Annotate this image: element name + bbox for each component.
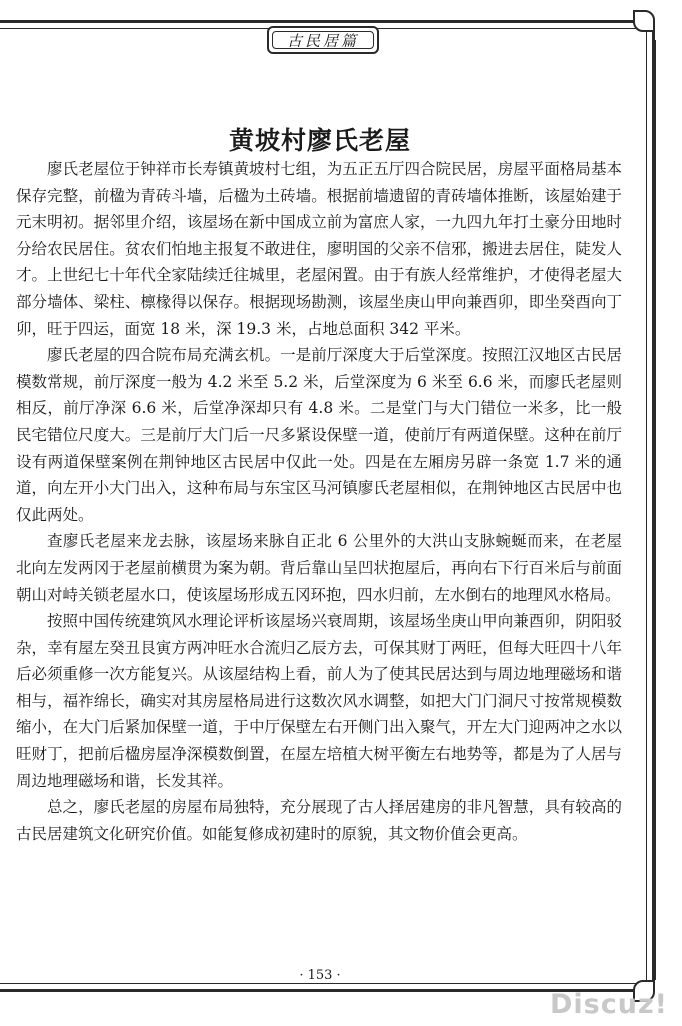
section-header-tag [267,26,379,54]
article-paragraph: 廖氏老屋的四合院布局充满玄机。一是前厅深度大于后堂深度。按照江汉地区古民居模数常规，前厅深度一般为 4.2 米至 5.2 米，后堂深度为 6 米至 6.6 米，而廖氏老屋则相反，前厅净深 6.6 米，后堂净深却只有 4.8 米。二是堂门与大门错位一米多，比一般民宅错位尺度大。三是前厅大门后一尺多紧设保壁一道，使前厅有两道保壁。这种在前厅设有两道保壁案例在荆钟地区古民居中仅此一处。四是在左厢房另辟一条宽 1.7 米的通道，向左开小大门出入，这种布局与东宝区马河镇廖氏老屋相似，在荆钟地区古民居中也仅此两处。 [16,346,622,524]
article-paragraph: 按照中国传统建筑风水理论评析该屋场兴衰周期，该屋场坐庚山甲向兼酉卯，阴阳驳杂，幸有屋左癸丑艮寅方两冲旺水合流归乙辰方去，可保其财丁两旺，但每大旺四十八年后必须重修一次方能复兴。从该屋结构上看，前人为了使其民居达到与周边地理磁场和谐相与，福祚绵长，确实对其房屋格局进行这数次风水调整，如把大门门洞尺寸按常规模数缩小，在大门后紧加保壁一道，于中厅保壁左右开侧门出入聚气，开左大门迎两冲之水以旺财丁，把前后楹房屋净深模数倒置，在屋左培植大树平衡左右地势等，都是为了人居与周边地理磁场和谐，长发其祥。 [16,612,622,790]
article-title: 黄坡村廖氏老屋 [228,125,411,155]
frame-corner-ornament-top [633,10,655,32]
page-frame-side-line [655,40,661,980]
article-paragraph: 总之，廖氏老屋的房屋布局独特，充分展现了古人择居建房的非凡智慧，具有较高的古民居建筑文化研究价值。如能复修成初建时的原貌，其文物价值会更高。 [16,798,622,843]
section-label: 古民居篇 [286,31,359,50]
page-number [0,968,640,983]
page-number-text: · 153 · [291,968,348,983]
article-paragraph: 廖氏老屋位于钟祥市长寿镇黄坡村七组，为五正五厅四合院民居，房屋平面格局基本保存完整，前楹为青砖斗墙，后楹为土砖墙。根据前墙遗留的青砖墙体推断，该屋始建于元末明初。据邻里介绍，该屋场在新中国成立前为富庶人家，一九四九年打土豪分田地时分给农民居住。贫农们怕地主报复不敢进住，廖明国的父亲不信邪，搬进去居住，陡发人才。上世纪七十年代全家陆续迁往城里，老屋闲置。由于有族人经常维护，才使得老屋大部分墙体、梁柱、檩椽得以保存。根据现场勘测，该屋坐庚山甲向兼酉卯，即坐癸酉向丁卯，旺于四运，面宽 18 米，深 19.3 米，占地总面积 342 平米。 [16,160,622,338]
forum-watermark: Discuz! [550,989,668,1020]
article-body [16,156,622,847]
article-paragraph: 查廖氏老屋来龙去脉，该屋场来脉自正北 6 公里外的大洪山支脉蜿蜒而来，在老屋北向左发两冈于老屋前横贯为案为朝。背后靠山呈凹状抱屋后，再向右下行百米后与前面朝山对峙关锁老屋水口，使该屋场形成五冈环抱，四水归前，左水倒右的地理风水格局。 [16,532,622,604]
